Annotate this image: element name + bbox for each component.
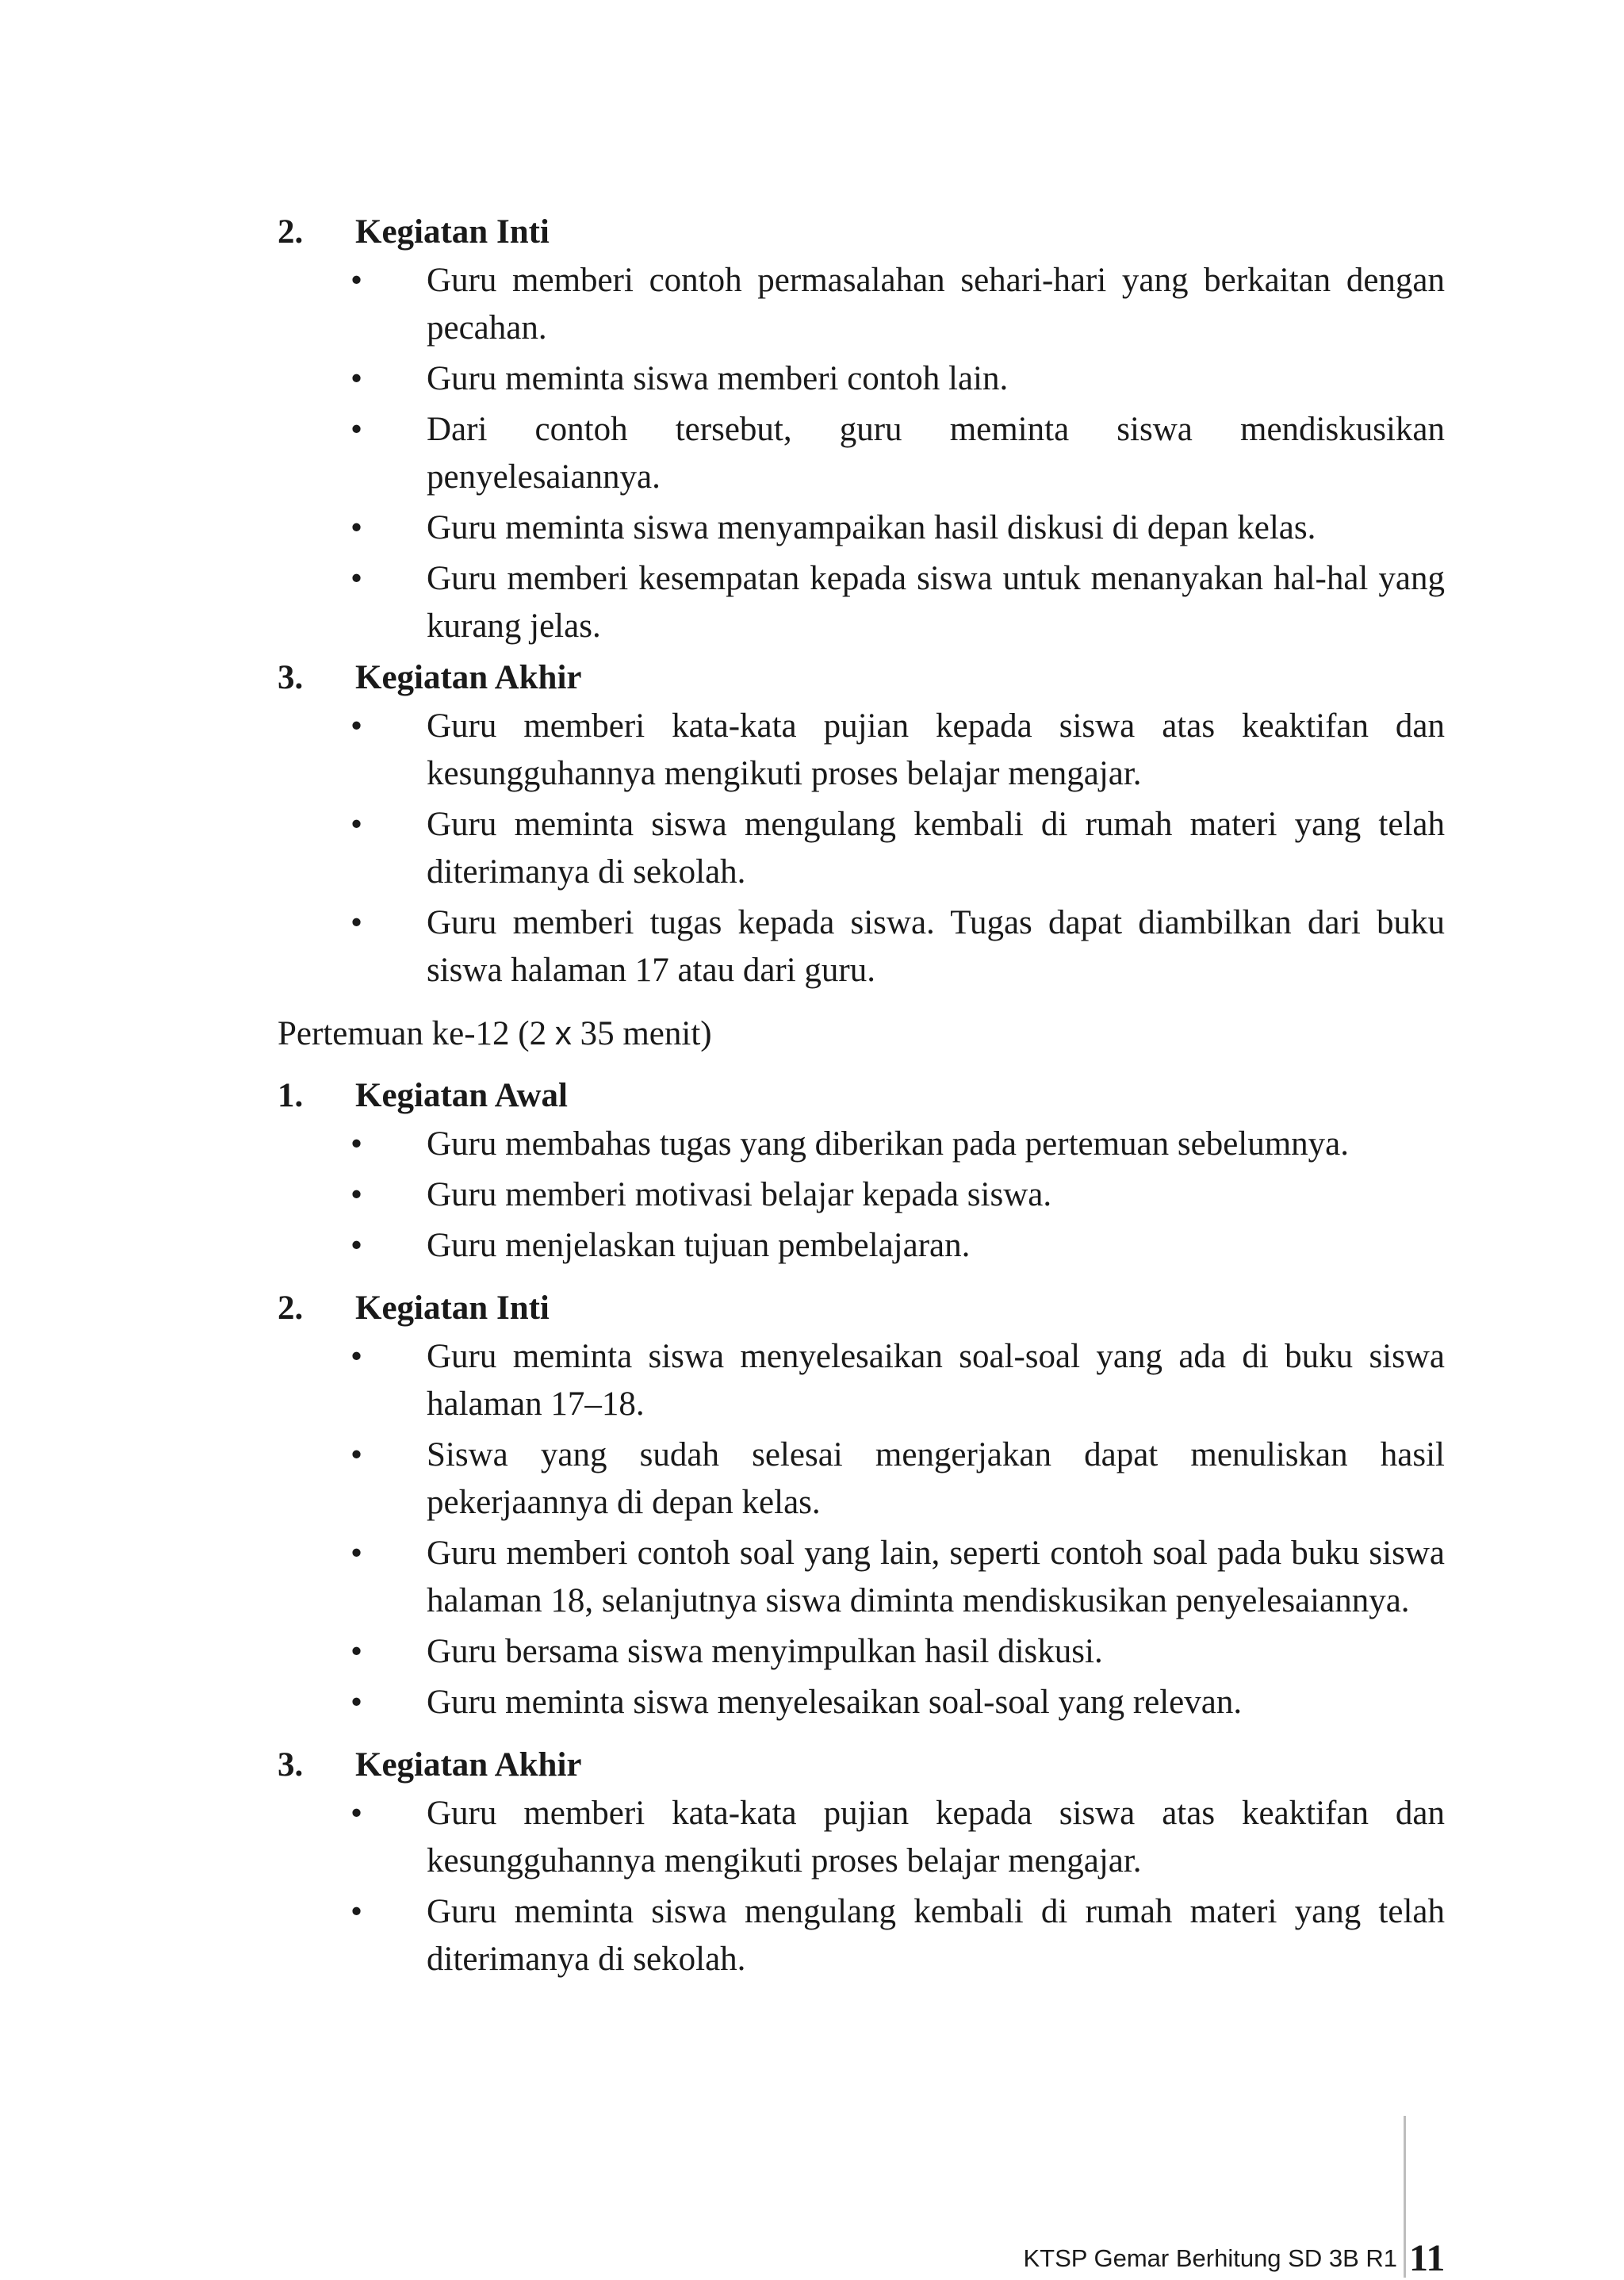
list-item: • Guru meminta siswa menyelesaikan soal-soal yang relevan. <box>278 1679 1445 1726</box>
bullet-icon: • <box>350 1795 363 1832</box>
section-kegiatan-akhir-2 <box>278 1741 1445 1983</box>
bullet-list <box>278 1333 1445 1726</box>
section-number: 3. <box>278 1746 304 1784</box>
footer-book-title: KTSP Gemar Berhitung SD 3B R1 <box>1023 2244 1397 2272</box>
bullet-icon: • <box>350 904 363 941</box>
list-item: • Guru meminta siswa mengulang kembali di rumah materi yang telah diterimanya di sekolah. <box>278 1888 1445 1983</box>
meeting-heading: Pertemuan ke-12 (2 x 35 menit) <box>278 1014 712 1052</box>
section-kegiatan-awal <box>278 1071 1445 1270</box>
section-heading <box>278 653 1445 703</box>
list-item: • Guru memberi tugas kepada siswa. Tugas dapat diambilkan dari buku siswa halaman 17 atau dari guru. <box>278 899 1445 994</box>
bullet-list <box>278 257 1445 650</box>
section-heading <box>278 1071 1445 1121</box>
section-number: 2. <box>278 1289 304 1327</box>
section-kegiatan-inti-1 <box>278 208 1445 650</box>
bullet-list <box>278 1790 1445 1983</box>
bullet-icon: • <box>350 1535 363 1572</box>
section-heading <box>278 208 1445 257</box>
list-item: • Guru membahas tugas yang diberikan pada pertemuan sebelumnya. <box>278 1121 1445 1168</box>
list-item: • Guru memberi kata-kata pujian kepada siswa atas keaktifan dan kesungguhannya mengikuti proses belajar mengajar. <box>278 1790 1445 1885</box>
list-item: • Siswa yang sudah selesai mengerjakan dapat menuliskan hasil pekerjaannya di depan kelas. <box>278 1431 1445 1527</box>
footer-divider <box>1404 2116 1406 2278</box>
section-title: Kegiatan Awal <box>355 1077 568 1114</box>
bullet-icon: • <box>350 262 363 299</box>
bullet-list <box>278 703 1445 994</box>
bullet-icon: • <box>350 1893 363 1930</box>
bullet-icon: • <box>350 1633 363 1670</box>
section-heading <box>278 1741 1445 1790</box>
bullet-icon: • <box>350 560 363 597</box>
list-item: • Dari contoh tersebut, guru meminta siswa mendiskusikan penyelesaiannya. <box>278 406 1445 501</box>
section-title: Kegiatan Inti <box>355 1289 550 1327</box>
list-item: • Guru memberi contoh soal yang lain, seperti contoh soal pada buku siswa halaman 18, selanjutnya siswa diminta mendiskusikan penyelesaiannya. <box>278 1530 1445 1625</box>
bullet-icon: • <box>350 1176 363 1213</box>
list-item: • Guru bersama siswa menyimpulkan hasil diskusi. <box>278 1628 1445 1676</box>
section-number: 1. <box>278 1077 304 1114</box>
bullet-icon: • <box>350 360 363 397</box>
bullet-icon: • <box>350 707 363 745</box>
list-item: • Guru meminta siswa mengulang kembali di rumah materi yang telah diterimanya di sekolah. <box>278 801 1445 896</box>
page-content <box>278 208 1445 1987</box>
bullet-icon: • <box>350 806 363 843</box>
list-item: • Guru memberi kata-kata pujian kepada siswa atas keaktifan dan kesungguhannya mengikuti proses belajar mengajar. <box>278 703 1445 798</box>
bullet-icon: • <box>350 509 363 546</box>
section-title: Kegiatan Akhir <box>355 659 582 696</box>
list-item: • Guru memberi contoh permasalahan sehari-hari yang berkaitan dengan pecahan. <box>278 257 1445 352</box>
list-item: • Guru memberi motivasi belajar kepada siswa. <box>278 1171 1445 1219</box>
page-number: 11 <box>1409 2237 1446 2279</box>
bullet-icon: • <box>350 1684 363 1721</box>
bullet-icon: • <box>350 1227 363 1264</box>
bullet-icon: • <box>350 1338 363 1375</box>
section-title: Kegiatan Akhir <box>355 1746 582 1784</box>
list-item: • Guru meminta siswa memberi contoh lain. <box>278 355 1445 403</box>
bullet-list <box>278 1121 1445 1270</box>
section-kegiatan-inti-2 <box>278 1284 1445 1726</box>
bullet-icon: • <box>350 1125 363 1163</box>
list-item: • Guru meminta siswa menyampaikan hasil diskusi di depan kelas. <box>278 504 1445 552</box>
multiply-sign: x <box>554 1014 572 1052</box>
section-heading <box>278 1284 1445 1333</box>
list-item: • Guru memberi kesempatan kepada siswa untuk menanyakan hal-hal yang kurang jelas. <box>278 555 1445 650</box>
section-number: 3. <box>278 659 304 696</box>
section-kegiatan-akhir-1 <box>278 653 1445 994</box>
bullet-icon: • <box>350 411 363 448</box>
section-number: 2. <box>278 213 304 251</box>
list-item: • Guru menjelaskan tujuan pembelajaran. <box>278 1222 1445 1270</box>
bullet-icon: • <box>350 1436 363 1473</box>
section-title: Kegiatan Inti <box>355 213 550 251</box>
list-item: • Guru meminta siswa menyelesaikan soal-soal yang ada di buku siswa halaman 17–18. <box>278 1333 1445 1428</box>
